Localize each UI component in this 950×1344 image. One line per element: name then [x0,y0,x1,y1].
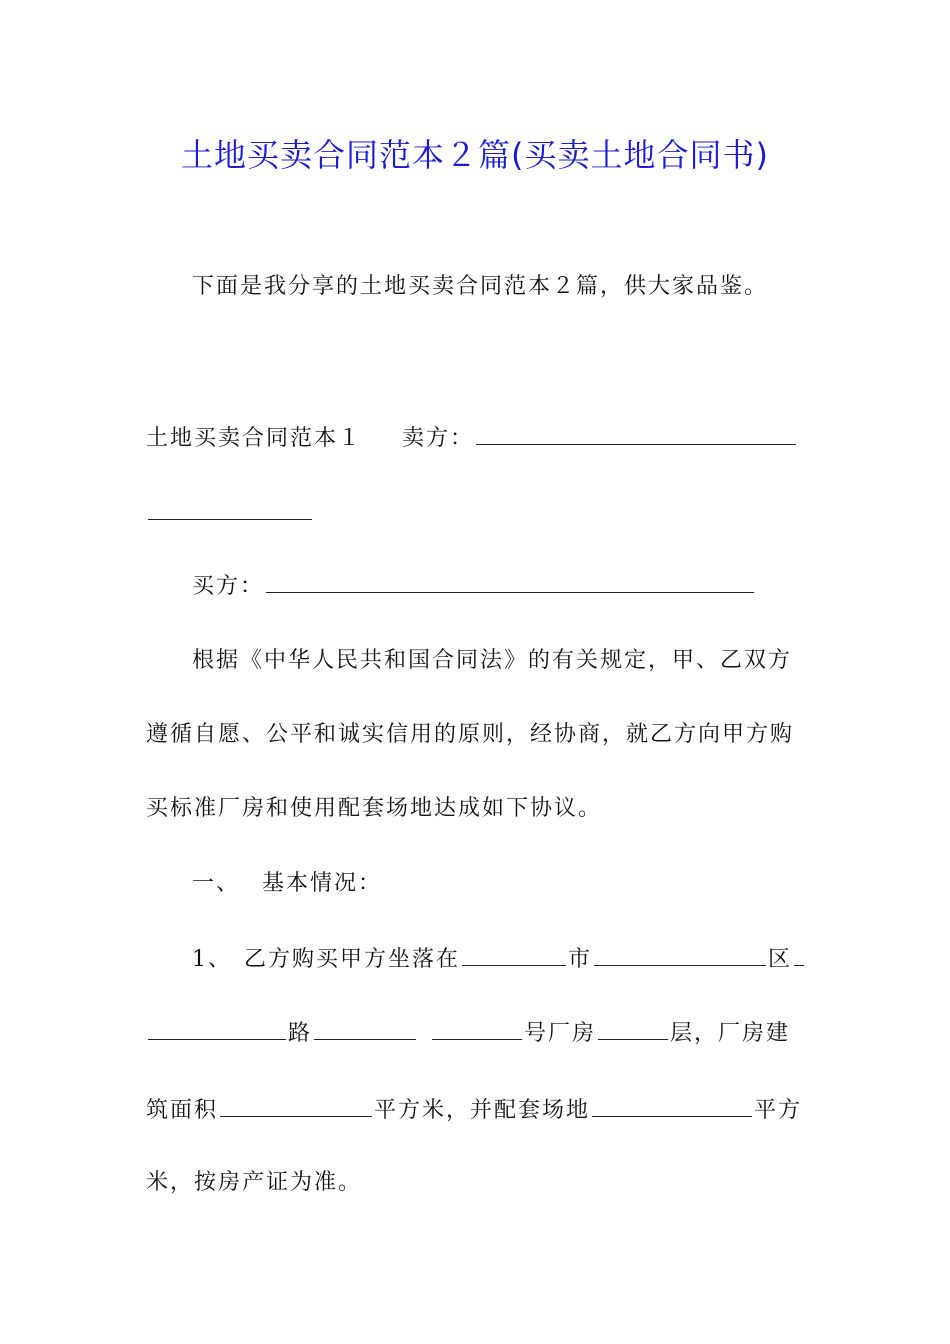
para1-text-1: 根据《中华人民共和国合同法》的有关规定，甲、乙双方 [192,648,793,673]
road-blank [314,1017,416,1040]
clause-title: 基本情况： [262,871,383,896]
seller-label: 卖方： [402,426,475,451]
area-blank [220,1094,372,1117]
district-tail-blank [794,943,804,966]
para1-line [146,794,602,824]
district-blank [594,943,766,966]
seller-blank-cont [148,497,312,520]
road-label: 路 [288,1021,313,1046]
item1-line-3 [146,1094,802,1126]
site-blank [592,1094,752,1117]
buyer-label: 买方： [192,574,265,599]
city-blank [462,943,566,966]
item1-text: 乙方购买甲方坐落在 [244,947,461,972]
area-unit: 平方米，并配套场地 [374,1098,591,1123]
para1-text-3: 买标准厂房和使用配套场地达成如下协议。 [146,796,603,821]
document-title: 土地买卖合同范本２篇(买卖土地合同书) [181,136,769,174]
floor-label: 层，厂房建 [670,1021,791,1046]
item1-line-4 [146,1168,362,1198]
para1-line [146,720,794,750]
intro-text: 下面是我分享的土地买卖合同范本２篇，供大家品鉴。 [192,274,769,299]
seller-continuation [146,497,314,529]
para1-line [192,646,792,676]
item-number: 1、 [192,947,232,972]
seller-line [146,422,798,454]
para1-text-2: 遵循自愿、公平和诚实信用的原则，经协商，就乙方向甲方购 [146,722,795,747]
buyer-blank [266,570,754,593]
clause-number: 一、 [192,871,241,896]
area-prefix: 筑面积 [146,1098,219,1123]
site-unit: 平方 [754,1098,803,1123]
intro-paragraph [192,272,768,302]
item1-last-text: 米，按房产证为准。 [146,1170,363,1195]
clause-heading [192,869,382,899]
number-label: 号厂房 [524,1021,597,1046]
seller-blank [476,422,796,445]
section-heading: 土地买卖合同范本１ [146,426,363,451]
item1-line-2 [146,1017,790,1049]
buyer-line [192,570,756,602]
number-blank [432,1017,522,1040]
city-label: 市 [568,947,593,972]
district-label: 区 [768,947,793,972]
road-prefix-blank [148,1017,286,1040]
floor-blank [598,1017,668,1040]
item1-line-1 [192,943,806,975]
